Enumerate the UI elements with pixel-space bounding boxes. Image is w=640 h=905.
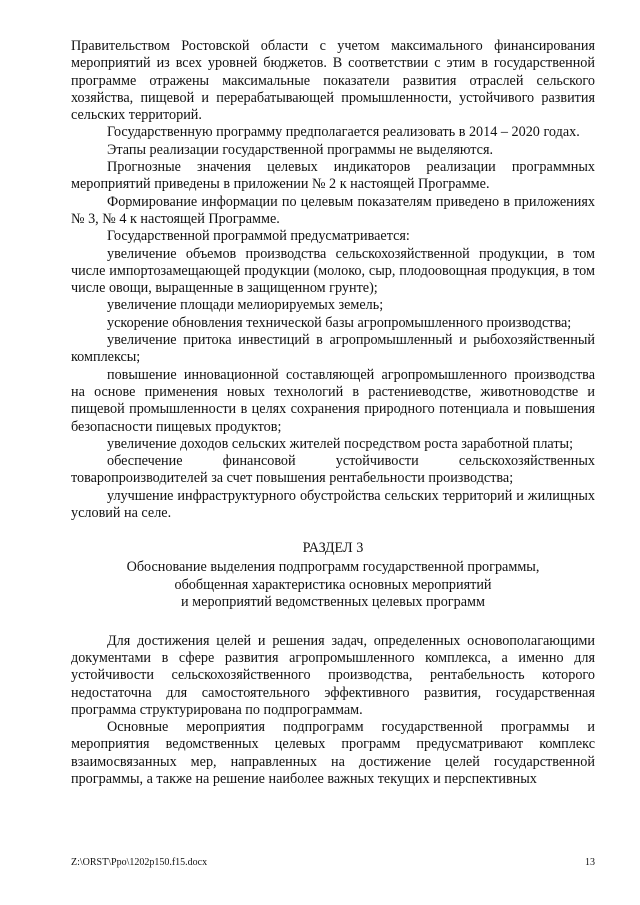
list-item: увеличение площади мелиорируемых земель; bbox=[107, 297, 384, 314]
page-number: 13 bbox=[585, 857, 595, 868]
page-footer bbox=[71, 857, 595, 869]
section-title-line-1: Обоснование выделения подпрограмм государственной программы, bbox=[126, 558, 540, 575]
list-item: увеличение объемов производства сельскохозяйственной продукции, в том числе импортозамещающей продукции (молоко, сыр, плодоовощная продукция, в том числе овощи, выращенные в защищенном грунте); bbox=[71, 245, 595, 297]
list-item: обеспечение финансовой устойчивости сельскохозяйственных товаропроизводителей за счет повышения рентабельности производства; bbox=[71, 453, 595, 487]
heading-spacer bbox=[71, 612, 595, 633]
list-item: ускорение обновления технической базы агропромышленного производства; bbox=[107, 314, 572, 331]
list-item: улучшение инфраструктурного обустройства сельских территорий и жилищных условий на селе. bbox=[71, 487, 595, 522]
section-label: РАЗДЕЛ 3 bbox=[302, 540, 364, 557]
footer-file-path: Z:\ORST\Ppo\1202p150.f15.docx bbox=[71, 857, 208, 868]
paragraph-period: Государственную программу предполагается реализовать в 2014 – 2020 годах. bbox=[107, 124, 580, 141]
list-item: увеличение притока инвестиций в агропромышленный и рыбохозяйственный комплексы; bbox=[71, 332, 595, 366]
paragraph-forecast: Прогнозные значения целевых индикаторов реализации программных мероприятий приведены в приложении № 2 к настоящей Программе. bbox=[71, 159, 595, 193]
paragraph-continuation: Правительством Ростовской области с учетом максимального финансирования мероприятий из всех уровней бюджетов. В соответствии с этим в государственной программе отражены максимальные показатели развития отраслей сельского хозяйства, пищевой и перерабатывающей промышленности, устойчивого развития сельских территорий. bbox=[71, 38, 595, 124]
paragraph-indicators: Формирование информации по целевым показателям приведено в приложениях № 3, № 4 к настоящей Программе. bbox=[71, 193, 595, 227]
paragraph-stages: Этапы реализации государственной программы не выделяются. bbox=[107, 141, 494, 158]
paragraph-provides: Государственной программой предусматривается: bbox=[107, 228, 410, 245]
section-title-line-2: обобщенная характеристика основных мероприятий bbox=[174, 576, 492, 593]
section-title-line-3: и мероприятий ведомственных целевых программ bbox=[181, 594, 485, 611]
paragraph-main-measures: Основные мероприятия подпрограмм государственной программы и мероприятия ведомственных целевых программ предусматривают комплекс взаимосвязанных мер, направленных на достижение целей государственной программы, а также на решение наиболее важных текущих и перспективных bbox=[71, 719, 595, 788]
document-page bbox=[71, 38, 595, 788]
list-item: увеличение доходов сельских жителей посредством роста заработной платы; bbox=[107, 435, 574, 452]
paragraph-structure: Для достижения целей и решения задач, определенных основополагающими документами в сфере развития агропромышленного комплекса, а именно для устойчивости сельскохозяйственного производства, рентабельность которого недостаточна для самостоятельного эффективного развития, государственная программа структурирована по подпрограммам. bbox=[71, 632, 595, 718]
section-spacer bbox=[71, 522, 595, 540]
list-item: повышение инновационной составляющей агропромышленного производства на основе применения новых технологий в растениеводстве, животноводстве и пищевой промышленности в целях сохранения природного потенциала и повышения безопасности пищевых продуктов; bbox=[71, 366, 595, 435]
